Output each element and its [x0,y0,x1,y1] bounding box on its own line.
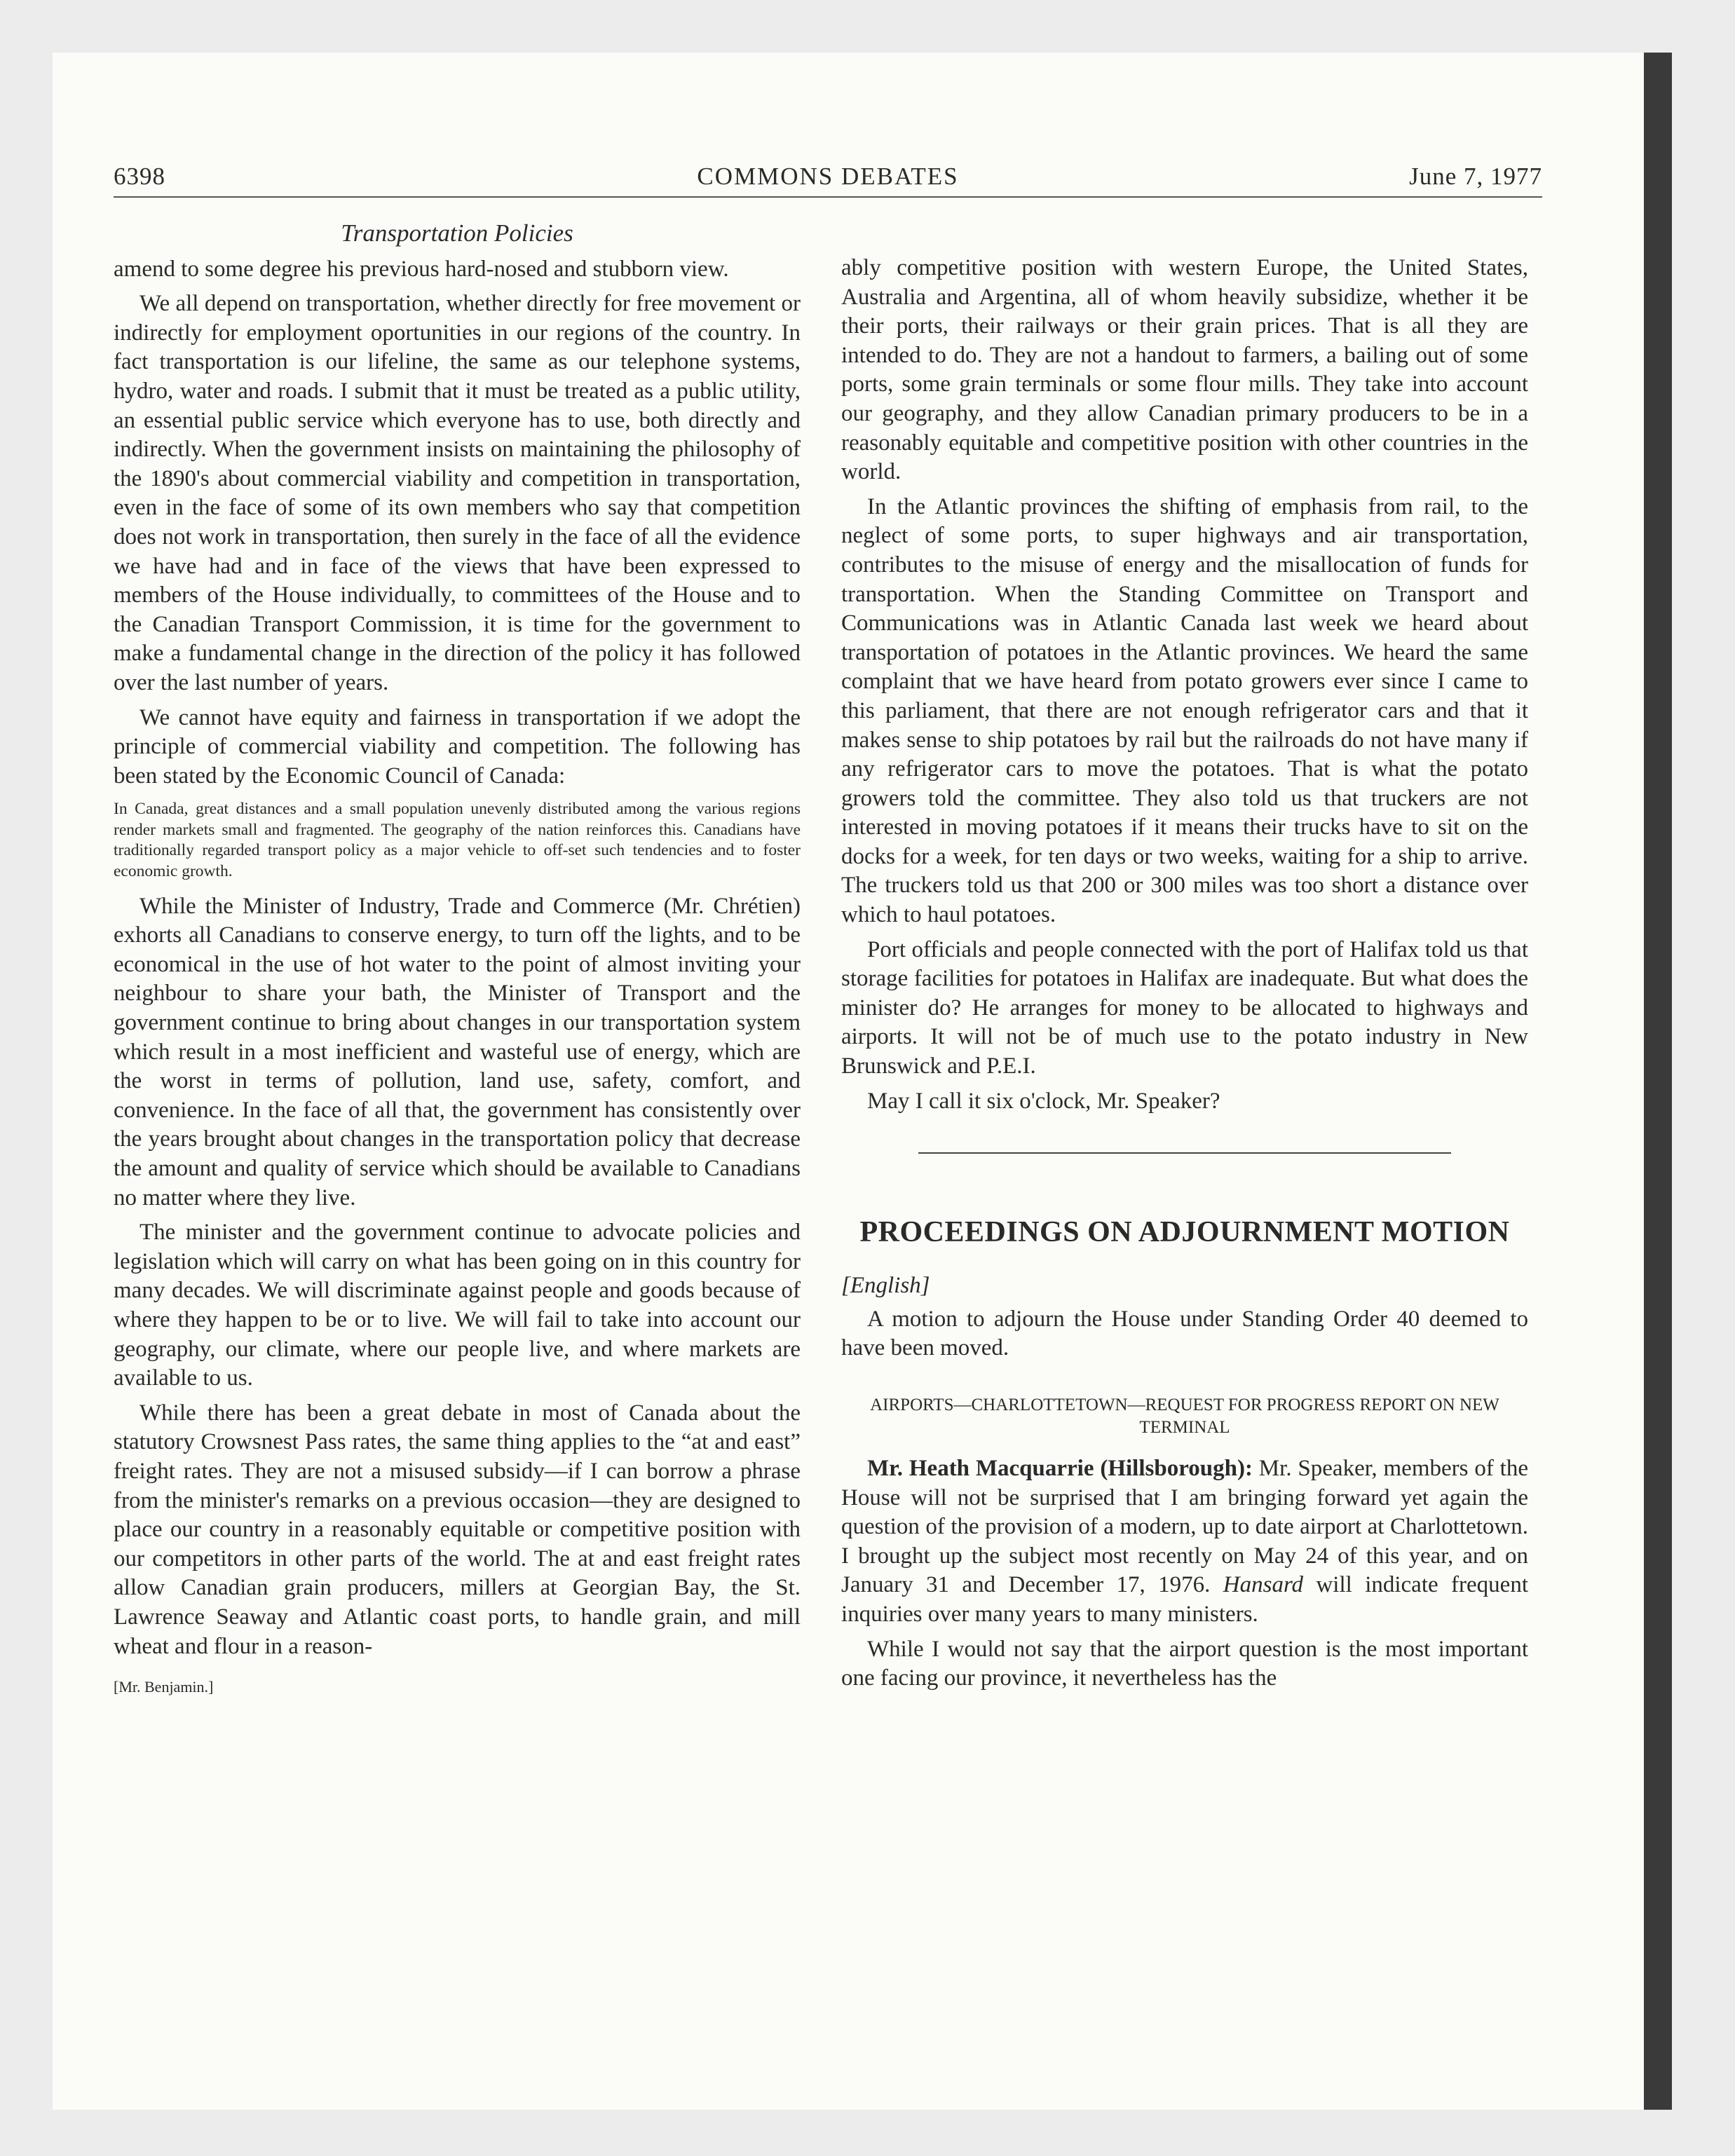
paragraph: While the Minister of Industry, Trade and Commerce (Mr. Chrétien) exhorts all Canadians to conserve energy, to turn off the lights, and to be economical in the use of hot water to the point of almost inviting your neighbour to share your bath, the Minister of Transport and the government continue to bring about changes in our transportation system which result in a most inefficient and wasteful use of energy, which are the worst in terms of pollution, land use, safety, comfort, and convenience. In the face of all that, the government has consistently over the years brought about changes in the transportation policy that decrease the amount and quality of service which should be available to Canadians no matter where they live. [114,893,801,1210]
scan-edge-shadow [1644,53,1672,2110]
left-column [114,219,801,1707]
paragraph: We cannot have equity and fairness in transportation if we adopt the principle of commercial viability and competition. The following has been stated by the Economic Council of Canada: [114,704,801,789]
right-column [841,254,1528,1699]
paragraph: May I call it six o'clock, Mr. Speaker? [867,1088,1220,1114]
paragraph: amend to some degree his previous hard-nosed and stubborn view. [114,256,729,282]
page-number: 6398 [114,163,165,190]
paragraph: ably competitive position with western Europe, the United States, Australia and Argentina, all of whom heavily subsidize, whether it be their ports, their railways or their grain prices. That is all they are intended to do. They are not a handout to farmers, a bailing out of some ports, some grain terminals or some flour mills. They take into account our geography, and they allow Canadian primary producers to be in a reasonably equitable and competitive position with other countries in the world. [841,255,1528,485]
page-date: June 7, 1977 [1409,163,1542,190]
paragraph: Port officials and people connected with the port of Halifax told us that storage facilities for potatoes in Halifax are inadequate. But what does the minister do? He arranges for money to be allocated to highways and airports. It will not be of much use to the potato industry in New Brunswick and P.E.I. [841,936,1528,1079]
speaker-name: Mr. Heath Macquarrie (Hillsborough): [867,1456,1253,1481]
publication-title: COMMONS DEBATES [697,163,959,190]
section-divider [918,1152,1451,1154]
language-note: [English] [841,1273,930,1299]
section-heading: Transportation Policies [341,219,573,247]
speaker-note: [Mr. Benjamin.] [114,1678,214,1696]
speech-text: Mr. Speaker, members of the House will not be surprised that I am bringing forward yet again the question of the provision of a modern, up to date airport at Charlottetown. I brought up the subject most recently on May 24 of this year, and on January 31 and December 17, 1976. [841,1456,1528,1598]
block-quote: In Canada, great distances and a small population unevenly distributed among the various regions render markets small and fragmented. The geography of the nation reinforces this. Canadians have traditionally regarded transport policy as a major vehicle to off-set such tendencies and to foster economic growth. [114,800,801,881]
sub-heading: AIRPORTS—CHARLOTTETOWN—REQUEST FOR PROGRESS REPORT ON NEW TERMINAL [870,1396,1499,1437]
speech-text: will indicate frequent inquiries over many years to many ministers. [841,1572,1528,1627]
paragraph: We all depend on transportation, whether directly for free movement or indirectly for employment oportunities in our regions of the country. In fact transportation is our lifeline, the same as our telephone systems, hydro, water and roads. I submit that it must be treated as a public utility, an essential public service which everyone has to use, both directly and indirectly. When the government insists on maintaining the philosophy of the 1890's about commercial viability and competition in transportation, even in the face of some of its own members who say that competition does not work in transportation, then surely in the face of all the evidence we have had and in face of the views that have been expressed to members of the House individually, to committees of the House and to the Canadian Transport Commission, it is time for the government to make a fundamental change in the direction of the policy it has followed over the last number of years. [114,291,801,695]
speech-italic: Hansard [1223,1572,1304,1598]
paragraph: The minister and the government continue to advocate policies and legislation which will carry on what has been going on in this country for many decades. We will discriminate against people and goods because of where they happen to be or to live. We will fail to take into account our geography, our climate, where our people live, and where markets are available to us. [114,1220,801,1391]
page-header [114,163,1542,198]
main-heading: PROCEEDINGS ON ADJOURNMENT MOTION [859,1216,1510,1249]
speech-paragraph [841,1454,1528,1630]
paragraph: In the Atlantic provinces the shifting of emphasis from rail, to the neglect of some ports, to super highways and air transportation, contributes to the misuse of energy and the misallocation of funds for transportation. When the Standing Committee on Transport and Communications was in Atlantic Canada last week we heard about transportation of potatoes in the Atlantic provinces. We heard the same complaint that we have heard from potato growers ever since I came to this parliament, that there are not enough refrigerator cars and that it makes sense to ship potatoes by rail but the railroads do not have many if any refrigerator cars to move the potatoes. That is what the potato growers told the committee. They also told us that truckers are not interested in moving potatoes if it means their trucks have to sit on the docks for a week, for ten days or two weeks, waiting for a ship to arrive. The truckers told us that 200 or 300 miles was too short a distance over which to haul potatoes. [841,493,1528,928]
paragraph: While I would not say that the airport question is the most important one facing our province, it nevertheless has the [841,1636,1528,1691]
paragraph: While there has been a great debate in most of Canada about the statutory Crowsnest Pass rates, the same thing applies to the “at and east” freight rates. They are not a misused subsidy—if I can borrow a phrase from the minister's remarks on a previous occasion—they are designed to place our country in a reasonably equitable or competitive position with our competitors in other parts of the world. The at and east freight rates allow Canadian grain producers, millers at Georgian Bay, the St. Lawrence Seaway and Atlantic coast ports, to handle grain, and mill wheat and flour in a reason- [114,1400,801,1659]
motion-text: A motion to adjourn the House under Standing Order 40 deemed to have been moved. [841,1306,1528,1361]
